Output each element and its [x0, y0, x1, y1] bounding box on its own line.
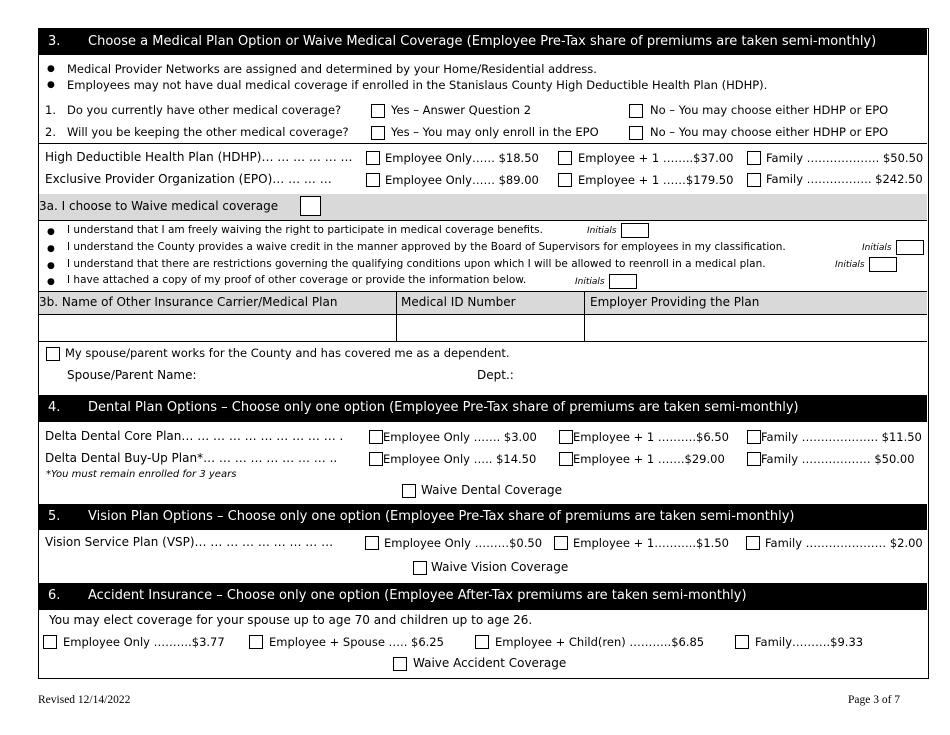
waive-vision-label: Waive Vision Coverage [431, 560, 569, 574]
vision-employee-plus-one-checkbox[interactable] [554, 536, 568, 550]
dental-buyup-employee-checkbox[interactable] [369, 452, 383, 466]
plan-name: Exclusive Provider Organization (EPO)… … … … [45, 172, 332, 186]
dept-label: Dept.: [477, 368, 514, 382]
vision-employee-checkbox[interactable] [365, 536, 379, 550]
section-number: 4. [48, 400, 61, 415]
column-header: 3b. Name of Other Insurance Carrier/Medical Plan [39, 295, 338, 309]
enrollment-form [38, 28, 929, 679]
acknowledgement-text: I understand the County provides a waive credit in the manner approved by the Board of Supervisors for employees in my classification. [67, 241, 786, 253]
initials-field[interactable] [609, 274, 637, 289]
q1-yes-checkbox[interactable] [371, 104, 385, 118]
initials-label: Initials [835, 260, 865, 270]
plan-option-label: Family …………….. $242.50 [766, 172, 923, 186]
dental-buyup-employee-plus-one-checkbox[interactable] [559, 452, 573, 466]
plan-option-label: Employee + 1 ……….$6.50 [573, 430, 729, 444]
plan-option-label: Employee Only…… $89.00 [385, 173, 539, 187]
plan-option-label: Family ………………… $2.00 [765, 536, 923, 550]
question-text: Will you be keeping the other medical coverage? [67, 125, 349, 139]
dental-core-employee-plus-one-checkbox[interactable] [559, 430, 573, 444]
question-number: 1. [45, 103, 56, 117]
section-3-header [39, 29, 927, 55]
q1-no-checkbox[interactable] [629, 104, 643, 118]
employer-plan-field[interactable] [585, 315, 927, 341]
section-title: Accident Insurance – Choose only one option (Employee After-Tax premiums are taken semi-monthly) [88, 588, 747, 603]
bullet-icon: ● [47, 261, 55, 271]
dental-buyup-family-checkbox[interactable] [747, 452, 761, 466]
accident-option-label: Family……….$9.33 [755, 635, 864, 649]
waive-accident-checkbox[interactable] [393, 657, 407, 671]
epo-employee-checkbox[interactable] [366, 173, 380, 187]
initials-field[interactable] [896, 240, 924, 255]
column-header: Employer Providing the Plan [590, 295, 760, 309]
accident-option-label: Employee Only ……….$3.77 [63, 635, 225, 649]
accident-intro: You may elect coverage for your spouse up to age 70 and children up to age 26. [49, 613, 533, 627]
accident-employee-checkbox[interactable] [43, 635, 57, 649]
initials-field[interactable] [621, 223, 649, 238]
bullet-icon: ● [47, 64, 55, 74]
acknowledgement-text: I understand that I am freely waiving the right to participate in medical coverage benefits. [67, 224, 543, 236]
divider [39, 220, 927, 221]
plan-option-label: Family ………………. $50.50 [766, 151, 924, 165]
question-text: Do you currently have other medical coverage? [67, 103, 342, 117]
epo-family-checkbox[interactable] [747, 173, 761, 187]
bullet-icon: ● [47, 227, 55, 237]
q1-yes-label: Yes – Answer Question 2 [391, 103, 532, 117]
waive-dental-checkbox[interactable] [402, 484, 416, 498]
divider [39, 341, 927, 342]
accident-option-label: Employee + Spouse ….. $6.25 [269, 635, 444, 649]
plan-option-label: Family ……………… $50.00 [761, 452, 915, 466]
dental-core-employee-checkbox[interactable] [369, 430, 383, 444]
section-6-header [39, 583, 927, 610]
section-title: Vision Plan Options – Choose only one option (Employee Pre-Tax share of premiums are taken semi-monthly) [88, 509, 795, 524]
q2-no-label: No – You may choose either HDHP or EPO [650, 125, 889, 139]
vision-family-checkbox[interactable] [746, 536, 760, 550]
accident-employee-children-checkbox[interactable] [475, 635, 489, 649]
other-coverage-table-header [39, 292, 927, 314]
bullet-icon: ● [47, 244, 55, 254]
plan-option-label: Employee Only…… $18.50 [385, 151, 539, 165]
plan-option-label: Employee + 1 ……$179.50 [578, 173, 734, 187]
initials-label: Initials [575, 277, 605, 287]
plan-option-label: Employee Only ………$0.50 [384, 536, 543, 550]
q1-no-label: No – You may choose either HDHP or EPO [650, 103, 889, 117]
section-title: Choose a Medical Plan Option or Waive Medical Coverage (Employee Pre-Tax share of premiums are taken semi-monthly) [88, 34, 877, 49]
acknowledgement-text: I have attached a copy of my proof of other coverage or provide the information below. [67, 274, 527, 286]
initials-label: Initials [862, 243, 892, 253]
hdhp-employee-checkbox[interactable] [366, 151, 380, 165]
plan-name: High Deductible Health Plan (HDHP)… … … … … … [45, 150, 353, 164]
waive-medical-band [39, 194, 927, 220]
plan-option-label: Employee + 1 ……..$37.00 [578, 151, 734, 165]
waive-accident-label: Waive Accident Coverage [413, 656, 567, 670]
plan-option-label: Employee + 1………..$1.50 [573, 536, 729, 550]
q2-no-checkbox[interactable] [629, 126, 643, 140]
q2-yes-label: Yes – You may only enroll in the EPO [391, 125, 599, 139]
plan-option-label: Employee + 1 …….$29.00 [573, 452, 725, 466]
section-4-header [39, 395, 927, 422]
spouse-county-checkbox[interactable] [46, 347, 60, 361]
q2-yes-checkbox[interactable] [371, 126, 385, 140]
section-number: 6. [48, 588, 61, 603]
plan-option-label: Employee Only ….. $14.50 [383, 452, 537, 466]
section-5-header [39, 504, 927, 530]
hdhp-employee-plus-one-checkbox[interactable] [558, 151, 572, 165]
waive-medical-title: 3a. I choose to Waive medical coverage [39, 199, 279, 213]
waive-medical-checkbox[interactable] [300, 196, 321, 216]
hdhp-family-checkbox[interactable] [747, 151, 761, 165]
bullet-icon: ● [47, 277, 55, 287]
section-number: 5. [48, 509, 61, 524]
section-number: 3. [48, 34, 61, 49]
section-title: Dental Plan Options – Choose only one option (Employee Pre-Tax share of premiums are taken semi-monthly) [88, 400, 799, 415]
info-bullet: Medical Provider Networks are assigned and determined by your Home/Residential address. [67, 62, 597, 76]
other-carrier-field[interactable] [39, 315, 396, 341]
initials-label: Initials [587, 226, 617, 236]
dental-core-family-checkbox[interactable] [747, 430, 761, 444]
question-number: 2. [45, 125, 56, 139]
acknowledgement-text: I understand that there are restrictions governing the qualifying conditions upon which I will be allowed to reenroll in a medical plan. [67, 258, 766, 270]
accident-family-checkbox[interactable] [735, 635, 749, 649]
page-number: Page 3 of 7 [848, 694, 901, 706]
epo-employee-plus-one-checkbox[interactable] [558, 173, 572, 187]
column-header: Medical ID Number [401, 295, 516, 309]
revision-date: Revised 12/14/2022 [38, 694, 131, 706]
accident-option-label: Employee + Child(ren) ………..$6.85 [495, 635, 705, 649]
plan-option-label: Family ……………….. $11.50 [761, 430, 922, 444]
enrollment-note: *You must remain enrolled for 3 years [46, 469, 237, 480]
plan-option-label: Employee Only ……. $3.00 [383, 430, 537, 444]
bullet-icon: ● [47, 80, 55, 90]
plan-name: Vision Service Plan (VSP)… … … … … … … … … [45, 535, 334, 549]
spouse-name-label: Spouse/Parent Name: [67, 368, 197, 382]
info-bullet: Employees may not have dual medical coverage if enrolled in the Stanislaus County High Deductible Health Plan (HDHP). [67, 78, 768, 92]
plan-name: Delta Dental Buy-Up Plan*… … … … … … … … .. [45, 451, 338, 465]
accident-employee-spouse-checkbox[interactable] [249, 635, 263, 649]
spouse-county-label: My spouse/parent works for the County and has covered me as a dependent. [65, 346, 510, 360]
plan-name: Delta Dental Core Plan… … … … … … … … … … . [45, 429, 344, 443]
initials-field[interactable] [869, 257, 897, 272]
waive-dental-label: Waive Dental Coverage [421, 483, 563, 497]
divider [39, 143, 927, 144]
waive-vision-checkbox[interactable] [413, 561, 427, 575]
medical-id-field[interactable] [397, 315, 584, 341]
